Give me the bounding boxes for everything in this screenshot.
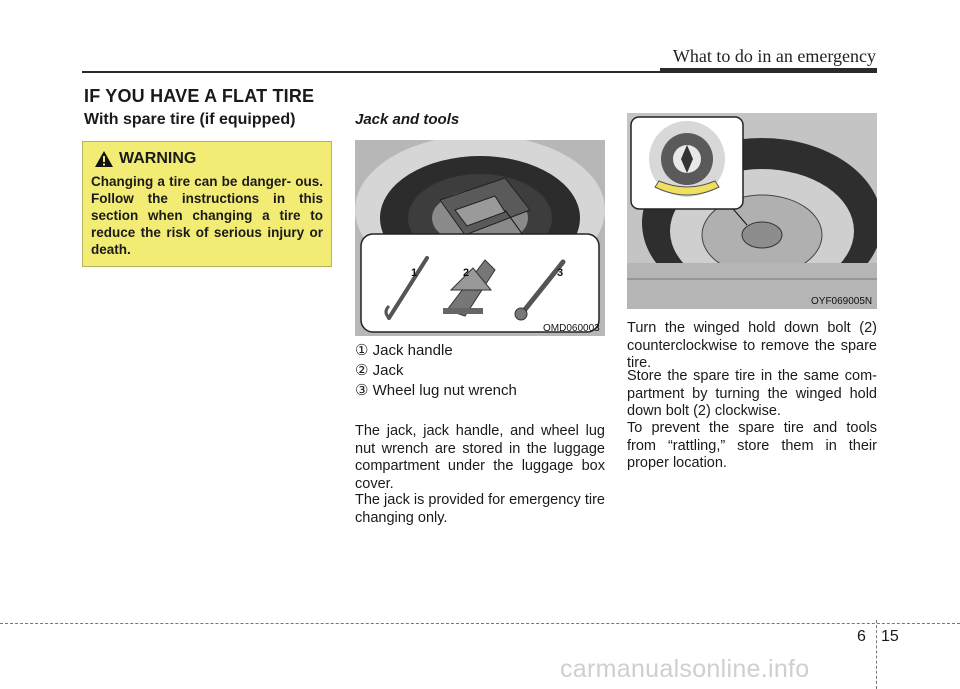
callout-3: 3 bbox=[557, 267, 564, 279]
figure-code: OYF069005N bbox=[811, 296, 873, 307]
warning-box bbox=[82, 141, 332, 267]
figure-code: OMD060003 bbox=[543, 323, 600, 334]
jack-tools-figure bbox=[355, 140, 605, 336]
callout-1: 1 bbox=[411, 267, 418, 279]
watermark: carmanualsonline.info bbox=[560, 655, 810, 683]
paragraph: To prevent the spare tire and tools from “rattling,” store them in their proper location. bbox=[627, 420, 877, 471]
section-number: 6 bbox=[857, 628, 866, 645]
page-number-divider bbox=[876, 620, 877, 689]
header-rule-thick bbox=[660, 68, 877, 73]
list-item: ③ Wheel lug nut wrench bbox=[355, 382, 517, 399]
trunk-jack-illustration bbox=[355, 140, 605, 336]
spare-tire-illustration bbox=[627, 113, 877, 309]
paragraph: Store the spare tire in the same com- partment by turning the winged hold down bolt (2) clockwise. bbox=[627, 368, 877, 419]
spare-tire-figure bbox=[627, 113, 877, 309]
header-title: What to do in an emergency bbox=[672, 46, 876, 66]
warning-body: Changing a tire can be danger- ous. Follow the instructions in this section when changing a tire to reduce the risk of serious injury or death. bbox=[91, 174, 323, 257]
jack-tools-title: Jack and tools bbox=[355, 111, 460, 128]
list-item: ① Jack handle bbox=[355, 342, 453, 359]
paragraph: The jack, jack handle, and wheel lug nut wrench are stored in the luggage compartment under the luggage box cover. bbox=[355, 423, 605, 492]
header-rule-thin bbox=[82, 71, 662, 73]
footer-rule bbox=[0, 623, 960, 624]
tools-list bbox=[355, 341, 517, 401]
section-subtitle: With spare tire (if equipped) bbox=[84, 111, 296, 128]
section-title: IF YOU HAVE A FLAT TIRE bbox=[84, 86, 315, 106]
paragraph: Turn the winged hold down bolt (2) counterclockwise to remove the spare tire. bbox=[627, 320, 877, 371]
warning-title: WARNING bbox=[119, 150, 197, 167]
list-item: ② Jack bbox=[355, 362, 404, 379]
callout-2: 2 bbox=[463, 267, 470, 279]
page-number: 15 bbox=[881, 628, 899, 645]
paragraph: The jack is provided for emergency tire changing only. bbox=[355, 492, 605, 526]
warning-icon bbox=[95, 151, 113, 167]
